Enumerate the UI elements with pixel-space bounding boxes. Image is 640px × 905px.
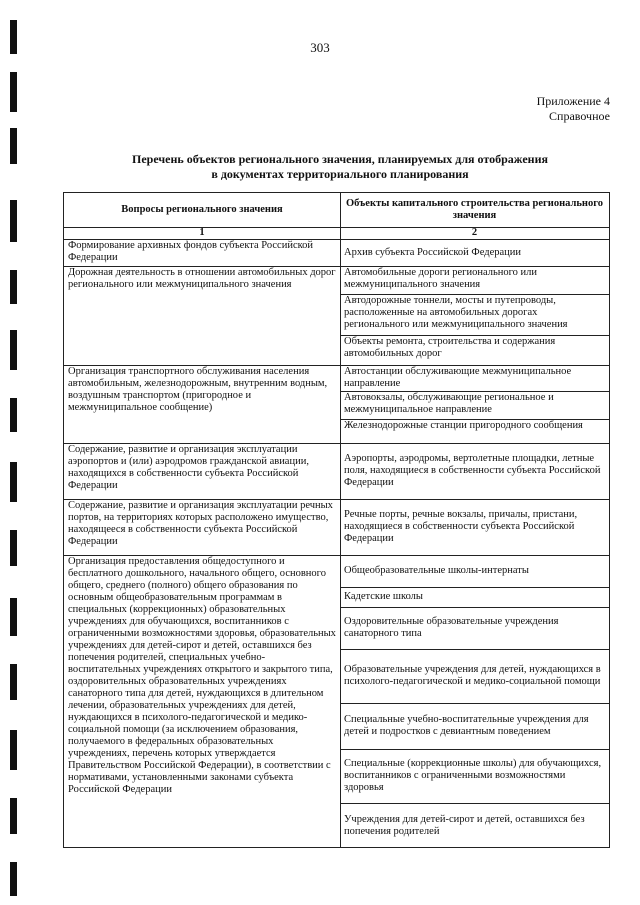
object-text: Специальные учебно-воспитательные учреждения для детей и подростков с девиантным поведением: [344, 714, 589, 737]
object-text: Учреждения для детей-сирот и детей, оставшихся без попечения родителей: [344, 813, 585, 837]
object-cell: [340, 499, 609, 555]
question-cell-river-ports: Содержание, развитие и организация эксплуатации речных портов, на территориях которых расположено имущество, находящееся в собственности субъекта Российской Федерации: [68, 500, 333, 547]
question-cell-education: Организация предоставления общедоступного и бесплатного дошкольного, начального общего, основного общего, среднего (полного) общего образования по основным общеобразовательным программам в специальных (коррекционных) образовательных учреждениях для обучающихся, воспитанников с ограниченными возможностями здоровья, образовательных учреждениях для детей-сирот и детей, оставшихся без попечения родителей, специальных учебно-воспитательных учреждениях открытого и закрытого типа, оздоровительных образовательных учреждениях санаторного типа для детей, нуждающихся в длительном лечении, образовательных учреждениях для детей, нуждающихся в психолого-педагогической и медико-социальной помощи (за исключением образования, получаемого в федеральных образовательных учреждениях, перечень которых утверждается Правительством Российской Федерации), в соответствии с нормативами, установленными законами субъекта Российской Федерации: [68, 556, 336, 795]
object-text: Речные порты, речные вокзалы, причалы, пристани, находящиеся в собственности субъекта Российской Федерации: [344, 509, 578, 544]
object-cell: Автовокзалы, обслуживающие региональное и межмуниципальное направление: [344, 392, 554, 415]
binder-mark: [10, 330, 17, 370]
binder-mark: [10, 128, 17, 164]
binder-mark: [10, 862, 17, 896]
binder-mark: [10, 200, 17, 242]
binder-mark: [10, 530, 17, 566]
annex-label: [537, 94, 610, 124]
header-right-text: Объекты капитального строительства регионального значения: [346, 198, 603, 221]
question-cell-archives: Формирование архивных фондов субъекта Российской Федерации: [68, 240, 314, 263]
object-text: Специальные (коррекционные школы) для обучающихся, воспитанников с ограниченными возможностями здоровья: [344, 758, 602, 793]
binder-mark: [10, 270, 17, 304]
object-cell: [340, 649, 609, 703]
binder-mark: [10, 598, 17, 636]
header-left: [64, 193, 340, 227]
column-number-left: 1: [199, 227, 205, 238]
annex-line-2: Справочное: [549, 109, 610, 123]
annex-line-1: Приложение 4: [536, 94, 610, 108]
page-number: 303: [310, 40, 330, 55]
object-cell: [340, 607, 609, 649]
binder-mark: [10, 730, 17, 770]
object-cell: Объекты ремонта, строительства и содержания автомобильных дорог: [344, 336, 556, 359]
object-cell: [340, 803, 609, 848]
column-number-right: 2: [471, 227, 478, 238]
object-text: Образовательные учреждения для детей, нуждающихся в психолого-педагогической и медико-социальной помощи: [344, 664, 601, 687]
object-cell: Железнодорожные станции пригородного сообщения: [344, 420, 583, 431]
object-cell: Автодорожные тоннели, мосты и путепроводы, расположенные на автомобильных дорогах регионального или межмуниципального значения: [344, 295, 568, 330]
object-cell: [340, 703, 609, 749]
question-cell-airports: Содержание, развитие и организация эксплуатации аэропортов и (или) аэродромов гражданской авиации, находящихся в собственности субъекта Российской Федерации: [68, 444, 309, 491]
title-line-2: в документах территориального планирования: [211, 167, 469, 181]
title-line-1: Перечень объектов регионального значения, планируемых для отображения: [132, 152, 548, 166]
binder-mark: [10, 664, 17, 700]
object-text: Кадетские школы: [344, 591, 423, 602]
object-text: Архив субъекта Российской Федерации: [344, 246, 522, 258]
object-text: Оздоровительные образовательные учреждения санаторного типа: [344, 616, 559, 639]
object-cell: Автостанции обслуживающие межмуниципальное направление: [344, 366, 572, 389]
objects-table: [63, 192, 610, 848]
object-cell: [340, 443, 609, 499]
object-text: Общеобразовательные школы-интернаты: [344, 565, 529, 576]
question-cell-transport: Организация транспортного обслуживания населения автомобильным, железнодорожным, внутренним водным, воздушным транспортом (пригородное и межмуниципальное сообщение): [68, 366, 328, 413]
object-text: Аэропорты, аэродромы, вертолетные площадки, летные поля, находящиеся в собственности субъекта Российской Федерации: [344, 453, 601, 488]
document-title: [70, 152, 610, 182]
header-right: [340, 193, 609, 227]
binder-mark: [10, 462, 17, 502]
question-cell-roads: Дорожная деятельность в отношении автомобильных дорог регионального или межмуниципального значения: [68, 267, 336, 290]
binder-mark: [10, 798, 17, 834]
header-left-text: Вопросы регионального значения: [121, 204, 283, 215]
object-cell: Автомобильные дороги регионального или межмуниципального значения: [344, 267, 538, 290]
object-cell: [340, 587, 609, 607]
object-cell: [340, 749, 609, 803]
binder-mark: [10, 398, 17, 432]
object-cell: [340, 555, 609, 587]
binder-mark: [10, 72, 17, 112]
object-cell: [340, 239, 609, 266]
